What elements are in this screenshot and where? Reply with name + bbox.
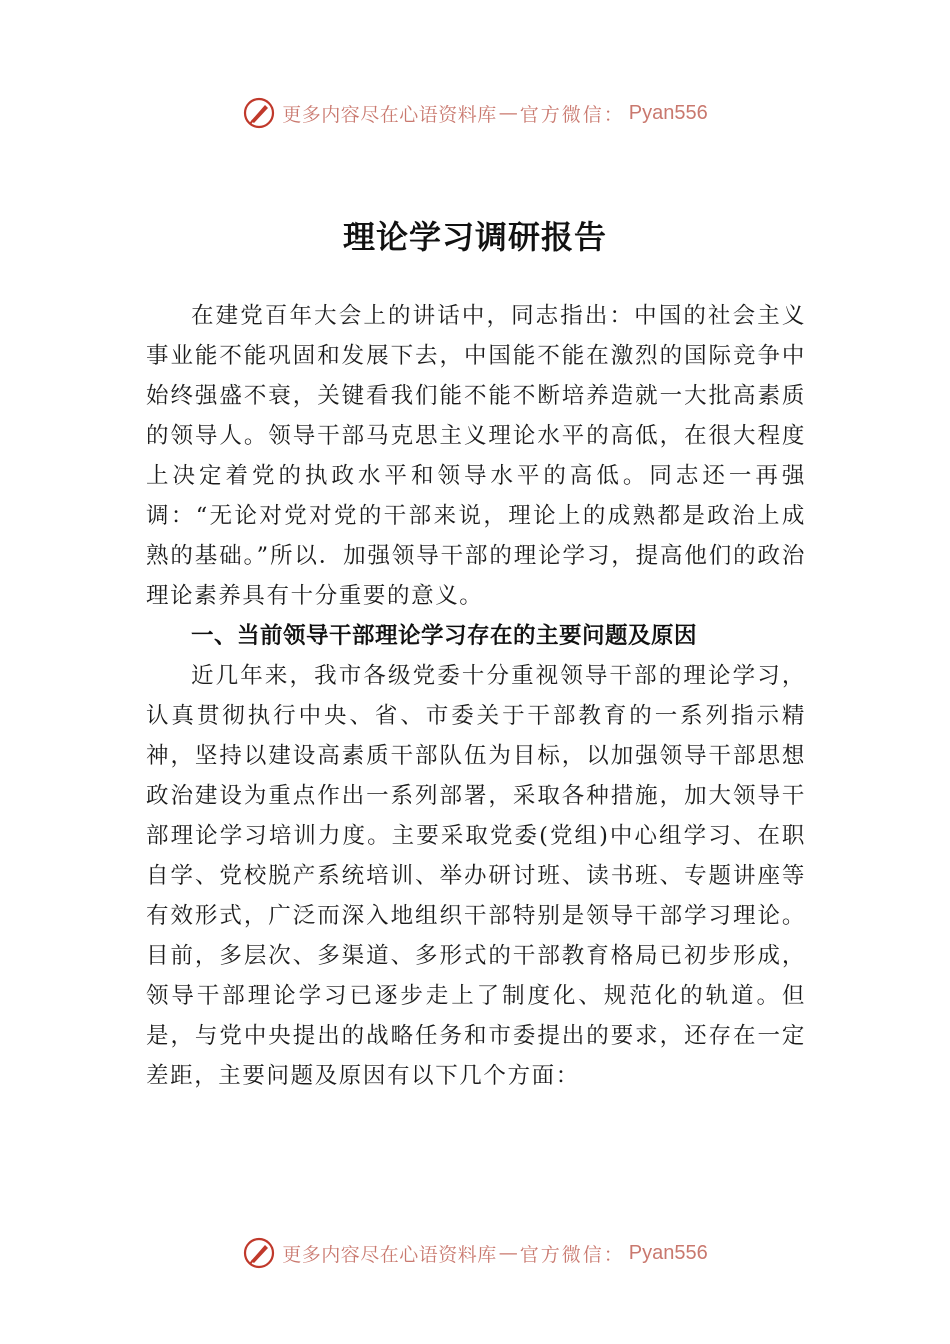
- watermark-handle: Pyan556: [628, 1241, 708, 1264]
- watermark-separator: —: [498, 1242, 518, 1264]
- document-title: 理论学习调研报告: [342, 218, 607, 256]
- quill-circle-icon: [242, 1236, 276, 1270]
- header-watermark: [0, 93, 950, 133]
- watermark-text: 更多内容尽在心语资料库: [282, 1243, 497, 1266]
- intro-paragraph: 在建党百年大会上的讲话中，同志指出：中国的社会主义事业能不能巩固和发展下去，中国能不能在激烈的国际竞争中始终强盛不衰，关键看我们能不能不断培养造就一大批高素质的领导人。领导干部马克思主义理论水平的高低，在很大程度上决定着党的执政水平和领导水平的高低。同志还一再强调：“无论对党对党的干部来说，理论上的成熟都是政治上成熟的基础。”所以．加强领导干部的理论学习，提高他们的政治理论素养具有十分重要的意义。: [146, 303, 806, 609]
- document-body: [146, 296, 806, 1096]
- watermark-label: 官方微信：: [519, 103, 625, 126]
- quill-circle-icon: [242, 96, 276, 130]
- watermark-handle: Pyan556: [628, 101, 708, 124]
- section-heading: 一、当前领导干部理论学习存在的主要问题及原因: [191, 623, 698, 649]
- footer-watermark: [0, 1233, 950, 1273]
- watermark-separator: —: [498, 102, 518, 124]
- watermark-text: 更多内容尽在心语资料库: [282, 103, 497, 126]
- watermark-label: 官方微信：: [519, 1243, 625, 1266]
- section-paragraph: 近几年来，我市各级党委十分重视领导干部的理论学习，认真贯彻执行中央、省、市委关于干部教育的一系列指示精神，坚持以建设高素质干部队伍为目标，以加强领导干部思想政治建设为重点作出一系列部署，采取各种措施，加大领导干部理论学习培训力度。主要采取党委(党组)中心组学习、在职自学、党校脱产系统培训、举办研讨班、读书班、专题讲座等有效形式，广泛而深入地组织干部特别是领导干部学习理论。目前，多层次、多渠道、多形式的干部教育格局已初步形成，领导干部理论学习已逐步走上了制度化、规范化的轨道。但是，与党中央提出的战略任务和市委提出的要求，还存在一定差距，主要问题及原因有以下几个方面：: [146, 663, 806, 1089]
